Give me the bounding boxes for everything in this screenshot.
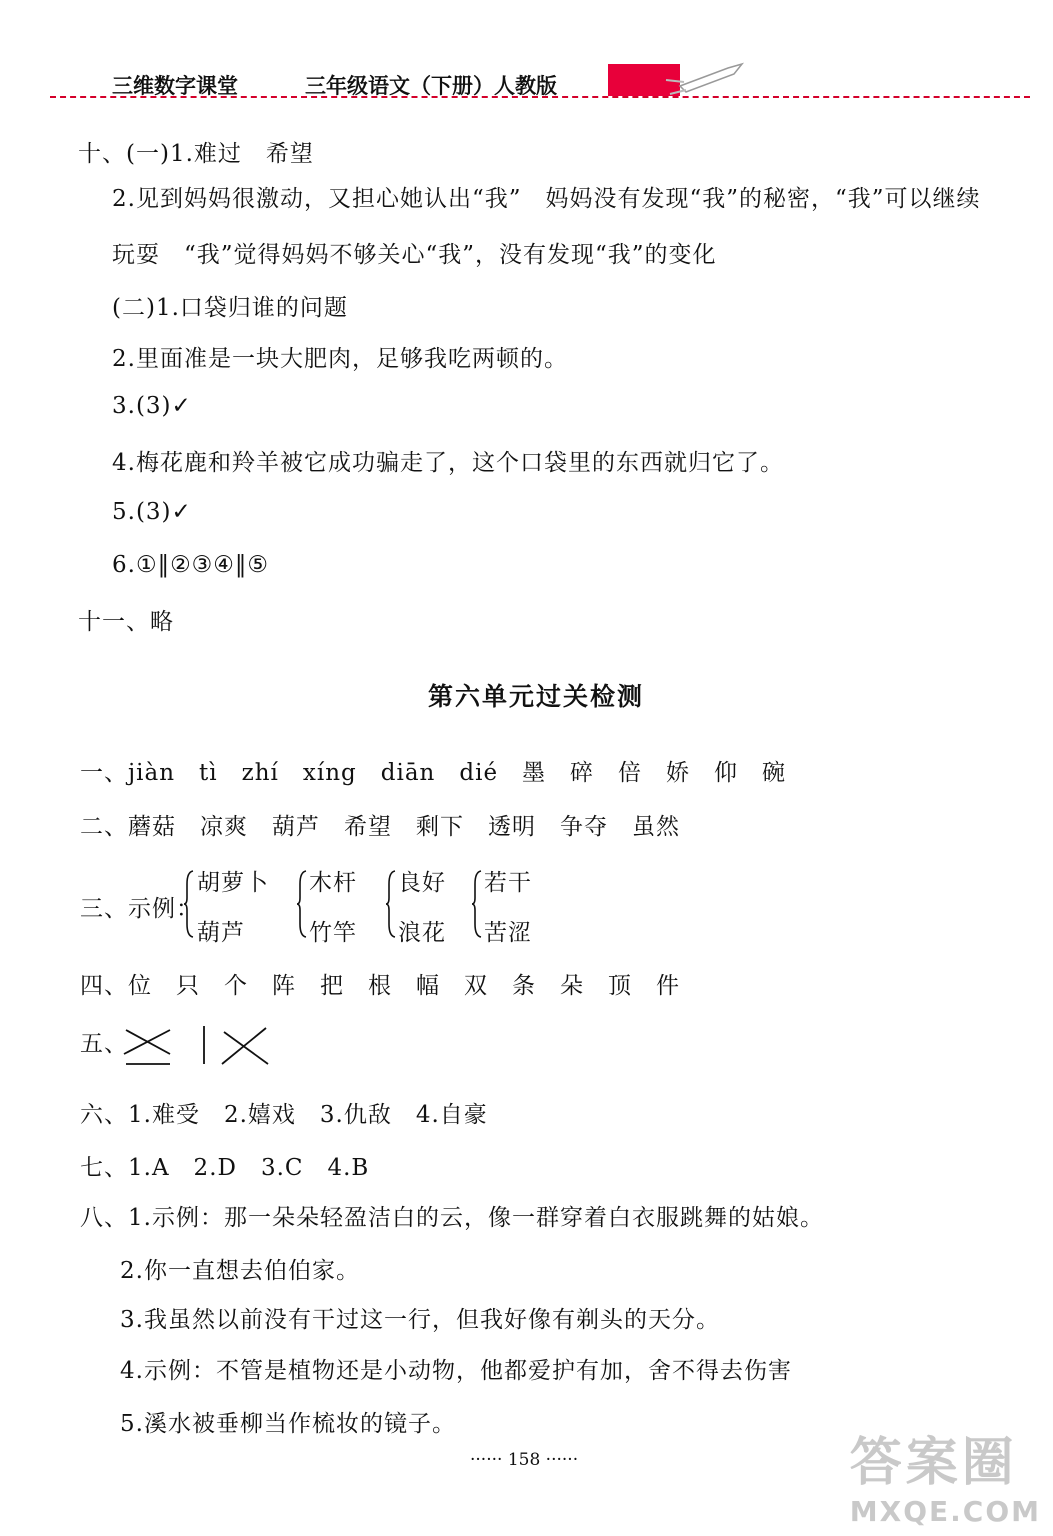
q3-brace-2 — [297, 870, 307, 938]
q6-line: 六、1.难受 2.嬉戏 3.仇敌 4.自豪 — [80, 1102, 488, 1128]
q3-word: 良好 — [398, 870, 446, 896]
q8-line-5: 5.溪水被垂柳当作梳妆的镜子。 — [120, 1411, 456, 1437]
sec11-line: 十一、略 — [78, 609, 174, 635]
sec10-line-9: 6.①‖②③④‖⑤ — [112, 552, 270, 578]
sec10-line-7: 4.梅花鹿和羚羊被它成功骗走了，这个口袋里的东西就归它了。 — [112, 450, 784, 476]
q3-brace-3 — [386, 870, 396, 938]
q5-label: 五、 — [80, 1031, 128, 1057]
sec10-line-6: 3.(3)✓ — [112, 393, 192, 419]
q3-word: 木杆 — [309, 870, 357, 896]
q3-word: 浪花 — [398, 920, 446, 946]
unit-title: 第六单元过关检测 — [428, 682, 645, 711]
header-series: 三维数字课堂 — [112, 74, 238, 98]
sec10-line-4: (二)1.口袋归谁的问题 — [112, 295, 348, 321]
sec10-line-3: 玩耍 “我”觉得妈妈不够关心“我”，没有发现“我”的变化 — [112, 242, 717, 268]
q1-line: 一、jiàn tì zhí xíng diān dié 墨 碎 倍 娇 仰 碗 — [80, 760, 787, 786]
sec10-line-8: 5.(3)✓ — [112, 499, 192, 525]
q8-line-3: 3.我虽然以前没有干过这一行，但我好像有剃头的天分。 — [120, 1307, 720, 1333]
watermark-url: MXQE.COM — [849, 1495, 1041, 1528]
q2-line: 二、蘑菇 凉爽 葫芦 希望 剩下 透明 争夺 虽然 — [80, 814, 680, 840]
header-divider — [50, 96, 1030, 98]
q3-label: 三、示例： — [80, 896, 200, 922]
q3-brace-1 — [184, 870, 194, 938]
q3-word: 葫芦 — [197, 920, 245, 946]
watermark-logo: 答案圈 — [849, 1433, 1018, 1493]
sec10-line-5: 2.里面准是一块大肥肉，足够我吃两顿的。 — [112, 346, 568, 372]
header-book-title: 三年级语文（下册）人教版 — [305, 74, 557, 98]
page-number: ······ 158 ······ — [470, 1450, 579, 1470]
q3-brace-4 — [472, 870, 482, 938]
q8-line-2: 2.你一直想去伯伯家。 — [120, 1258, 360, 1284]
sec10-line-2: 2.见到妈妈很激动，又担心她认出“我” 妈妈没有发现“我”的秘密，“我”可以继续 — [112, 186, 981, 212]
q4-line: 四、位 只 个 阵 把 根 幅 双 条 朵 顶 件 — [80, 973, 680, 999]
q8-line-1: 八、1.示例：那一朵朵轻盈洁白的云，像一群穿着白衣服跳舞的姑娘。 — [80, 1205, 824, 1231]
watermark — [850, 1420, 1041, 1528]
q3-word: 若干 — [484, 870, 532, 896]
q8-line-4: 4.示例：不管是植物还是小动物，他都爱护有加，舍不得去伤害 — [120, 1358, 792, 1384]
q3-word: 胡萝卜 — [197, 870, 269, 896]
q3-word: 苦涩 — [484, 920, 532, 946]
q7-line: 七、1.A 2.D 3.C 4.B — [80, 1155, 370, 1181]
q3-word: 竹竿 — [309, 920, 357, 946]
sec10-line-1: 十、(一)1.难过 希望 — [78, 141, 314, 167]
q5-matching-lines — [120, 1024, 275, 1070]
